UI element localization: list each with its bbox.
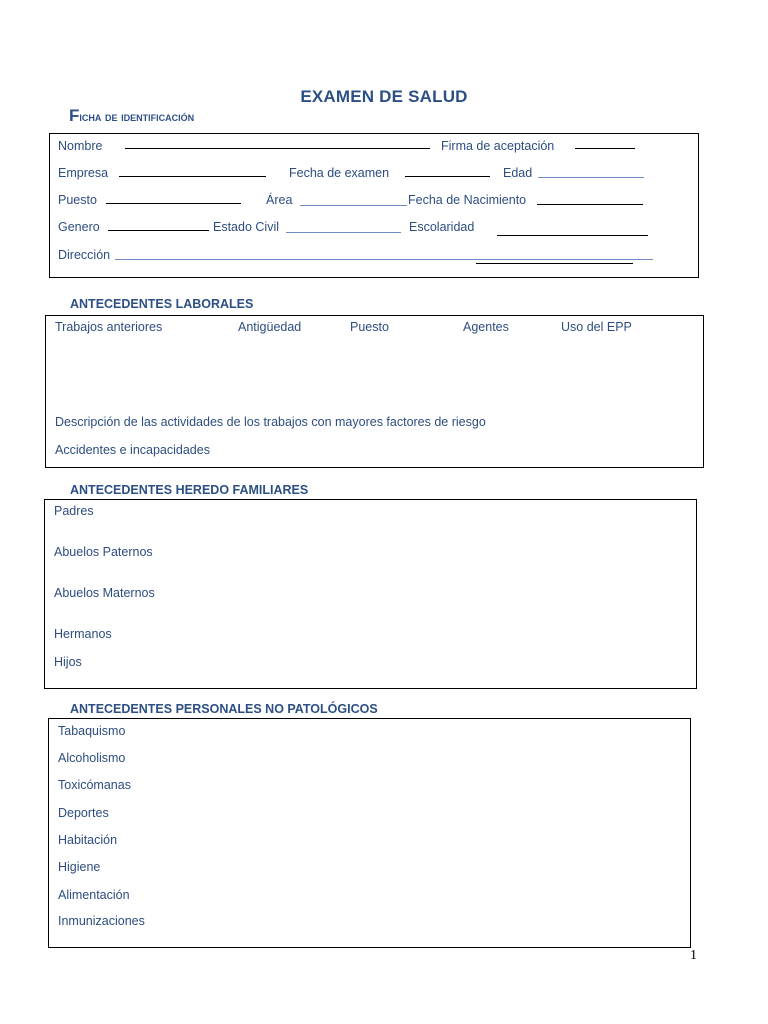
heredo-abuelos-paternos: Abuelos Paternos: [54, 545, 153, 559]
label-estado-civil: Estado Civil: [213, 220, 279, 234]
label-edad: Edad: [503, 166, 533, 180]
np-tabaquismo: Tabaquismo: [58, 724, 126, 738]
page-title: EXAMEN DE SALUD: [300, 87, 468, 106]
np-deportes: Deportes: [58, 806, 109, 820]
field-fecha-nacimiento[interactable]: [537, 204, 643, 205]
field-empresa[interactable]: [119, 176, 266, 177]
field-nombre[interactable]: [125, 148, 430, 149]
page-number: 1: [690, 948, 697, 963]
np-alimentacion: Alimentación: [58, 888, 130, 902]
field-area[interactable]: [300, 205, 407, 206]
label-firma: Firma de aceptación: [441, 139, 555, 153]
section-title-heredo: ANTECEDENTES HEREDO FAMILIARES: [70, 483, 309, 497]
label-puesto: Puesto: [58, 193, 97, 207]
label-nombre: Nombre: [58, 139, 103, 153]
ficha-heading: [69, 106, 194, 126]
label-escolaridad: Escolaridad: [409, 220, 475, 234]
field-direccion-2[interactable]: [476, 263, 633, 264]
heredo-hijos: Hijos: [54, 655, 82, 669]
np-higiene: Higiene: [58, 860, 101, 874]
np-inmunizaciones: Inmunizaciones: [58, 914, 145, 928]
laborales-col-epp: Uso del EPP: [561, 320, 632, 334]
heredo-hermanos: Hermanos: [54, 627, 112, 641]
label-empresa: Empresa: [58, 166, 109, 180]
field-direccion[interactable]: [115, 259, 653, 260]
heredo-abuelos-maternos: Abuelos Maternos: [54, 586, 155, 600]
ficha-heading-rest: icha de identificación: [79, 109, 195, 124]
field-puesto[interactable]: [106, 203, 241, 204]
field-fecha-examen[interactable]: [405, 176, 490, 177]
field-genero[interactable]: [108, 230, 209, 231]
field-edad[interactable]: [538, 177, 644, 178]
field-firma[interactable]: [575, 148, 635, 149]
label-fecha-nacimiento: Fecha de Nacimiento: [408, 193, 527, 207]
field-escolaridad[interactable]: [497, 235, 648, 236]
label-direccion: Dirección: [58, 248, 111, 262]
heredo-padres: Padres: [54, 504, 94, 518]
np-habitacion: Habitación: [58, 833, 118, 847]
laborales-col-agentes: Agentes: [463, 320, 509, 334]
field-estado-civil[interactable]: [286, 232, 401, 233]
laborales-col-antiguedad: Antigüedad: [238, 320, 302, 334]
label-fecha-examen: Fecha de examen: [289, 166, 390, 180]
np-alcoholismo: Alcoholismo: [58, 751, 126, 765]
section-title-no-patologicos: ANTECEDENTES PERSONALES NO PATOLÓGICOS: [70, 702, 378, 716]
laborales-descripcion: Descripción de las actividades de los trabajos con mayores factores de riesgo: [55, 415, 486, 429]
np-toxicomanas: Toxicómanas: [58, 778, 131, 792]
laborales-accidentes: Accidentes e incapacidades: [55, 443, 210, 457]
ficha-heading-initial: F: [69, 106, 80, 125]
label-area: Área: [266, 193, 293, 207]
laborales-col-puesto: Puesto: [350, 320, 389, 334]
label-genero: Genero: [58, 220, 100, 234]
section-title-laborales: ANTECEDENTES LABORALES: [70, 297, 254, 311]
laborales-col-trabajos: Trabajos anteriores: [55, 320, 163, 334]
